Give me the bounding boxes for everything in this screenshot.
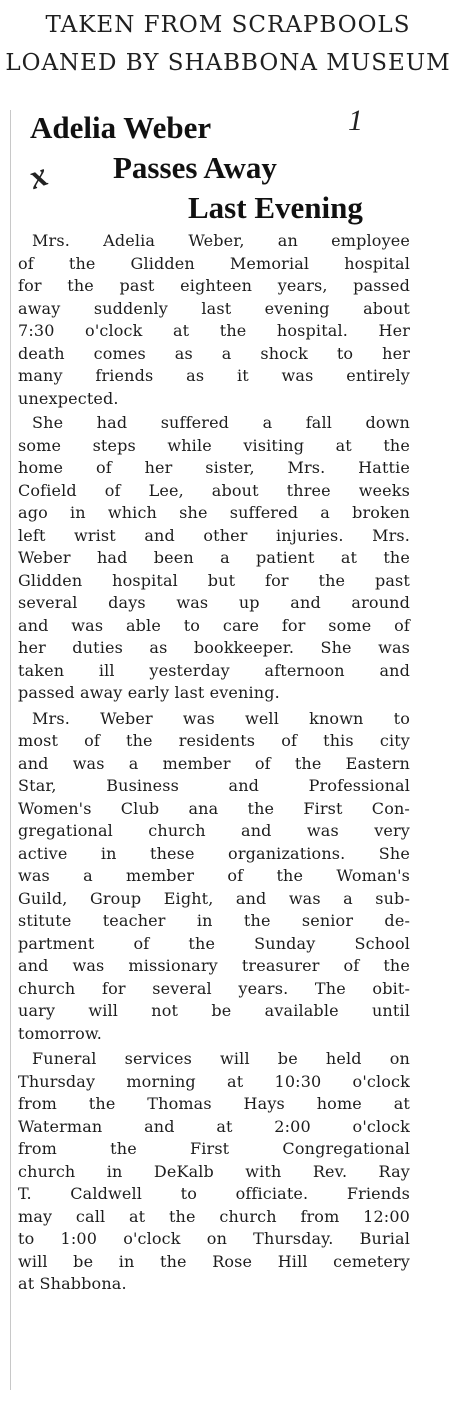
article-line: at Shabbona. bbox=[18, 1274, 127, 1293]
article-line: from the First Congregational bbox=[18, 1139, 410, 1158]
article-line: from the Thomas Hays home at bbox=[18, 1094, 410, 1113]
article-line: her duties as bookkeeper. She was bbox=[18, 638, 410, 657]
article-line: Star, Business and Professional bbox=[18, 776, 410, 795]
article-body bbox=[18, 230, 410, 1296]
article-line: church for several years. The obit- bbox=[18, 978, 410, 998]
article-line: away suddenly last evening about bbox=[18, 298, 410, 318]
article-paragraph bbox=[18, 412, 410, 705]
article-line: T. Caldwell to officiate. Friends bbox=[18, 1184, 410, 1203]
article-line: stitute teacher in the senior de- bbox=[18, 911, 410, 930]
article-paragraph bbox=[18, 230, 410, 410]
article-line: gregational church and was very bbox=[18, 821, 410, 840]
article-line: Funeral services will be held on bbox=[32, 1049, 410, 1068]
article-line: home of her sister, Mrs. Hattie bbox=[18, 458, 410, 477]
article-line: Mrs. Adelia Weber, an employee bbox=[32, 231, 410, 250]
article-line: Thursday morning at 10:30 o'clock bbox=[18, 1071, 410, 1091]
article-line: will be in the Rose Hill cemetery bbox=[18, 1251, 410, 1271]
article-line: may call at the church from 12:00 bbox=[18, 1206, 410, 1226]
headline-line-3: Last Evening bbox=[188, 190, 363, 225]
museum-credit-line: LOANED BY SHABBONA MUSEUM bbox=[5, 50, 451, 76]
article-line: Mrs. Weber was well known to bbox=[32, 708, 410, 728]
article-line: and was able to care for some of bbox=[18, 615, 410, 635]
headline-line-2: Passes Away bbox=[113, 150, 277, 185]
article-line: unexpected. bbox=[18, 388, 119, 408]
article-line: Cofield of Lee, about three weeks bbox=[18, 480, 410, 500]
article-line: to 1:00 o'clock on Thursday. Burial bbox=[18, 1229, 410, 1248]
article-line: Weber had been a patient at the bbox=[18, 548, 410, 567]
handwritten-number: 1 bbox=[348, 104, 363, 137]
article-paragraph bbox=[18, 1048, 410, 1296]
article-line: ago in which she suffered a broken bbox=[18, 503, 410, 522]
article-paragraph bbox=[18, 708, 410, 1046]
article-line: active in these organizations. She bbox=[18, 843, 410, 863]
article-line: Glidden hospital but for the past bbox=[18, 570, 410, 590]
article-line: death comes as a shock to her bbox=[18, 343, 410, 363]
article-line: tomorrow. bbox=[18, 1023, 103, 1043]
article-line: She had suffered a fall down bbox=[32, 413, 410, 432]
scrapbook-source-line: TAKEN FROM SCRAPBOOLS bbox=[45, 12, 411, 38]
article-line: partment of the Sunday School bbox=[18, 933, 410, 953]
article-line: church in DeKalb with Rev. Ray bbox=[18, 1161, 410, 1181]
article-line: passed away early last evening. bbox=[18, 683, 280, 702]
article-line: 7:30 o'clock at the hospital. Her bbox=[18, 321, 410, 340]
article-line: many friends as it was entirely bbox=[18, 366, 410, 385]
article-line: most of the residents of this city bbox=[18, 731, 410, 750]
newspaper-clipping bbox=[18, 100, 438, 1390]
article-line: and was a member of the Eastern bbox=[18, 753, 410, 773]
headline-line-1: Adelia Weber bbox=[30, 110, 212, 145]
clipping-edge bbox=[10, 110, 11, 1390]
article-line: some steps while visiting at the bbox=[18, 435, 410, 455]
article-line: Women's Club ana the First Con- bbox=[18, 798, 410, 818]
article-line: of the Glidden Memorial hospital bbox=[18, 253, 410, 273]
article-line: several days was up and around bbox=[18, 593, 410, 612]
article-line: taken ill yesterday afternoon and bbox=[18, 660, 410, 680]
article-line: Waterman and at 2:00 o'clock bbox=[18, 1116, 410, 1136]
article-line: uary will not be available until bbox=[18, 1001, 410, 1020]
article-line: and was missionary treasurer of the bbox=[18, 956, 410, 975]
handwritten-mark: x bbox=[24, 156, 53, 197]
article-line: for the past eighteen years, passed bbox=[18, 276, 410, 295]
article-line: left wrist and other injuries. Mrs. bbox=[18, 525, 410, 545]
article-line: Guild, Group Eight, and was a sub- bbox=[18, 888, 410, 908]
article-line: was a member of the Woman's bbox=[18, 866, 410, 885]
